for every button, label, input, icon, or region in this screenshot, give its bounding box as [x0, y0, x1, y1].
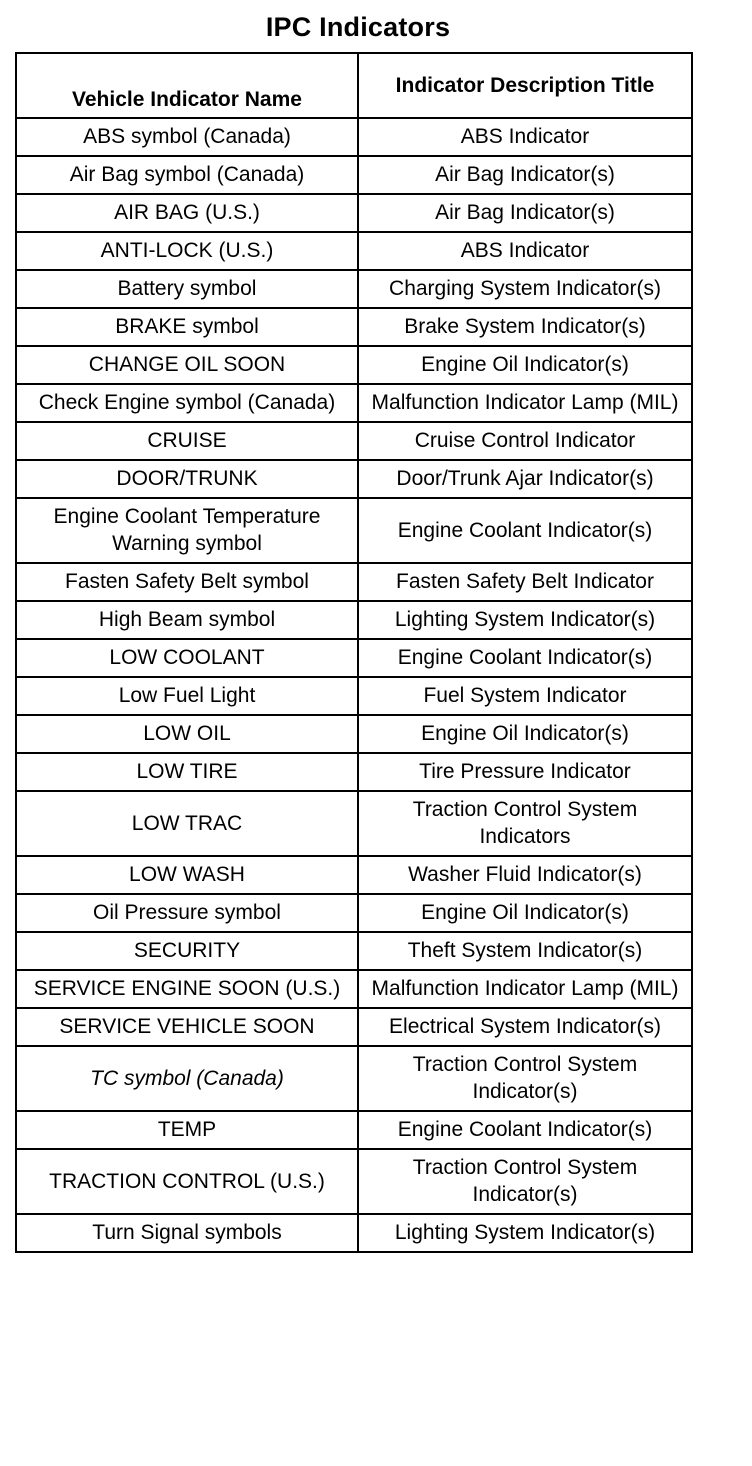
- table-row: [16, 677, 692, 715]
- indicator-description-cell: Engine Coolant Indicator(s): [358, 639, 692, 677]
- indicator-description-cell: Theft System Indicator(s): [358, 932, 692, 970]
- ipc-indicators-table: [15, 52, 693, 1253]
- table-row: [16, 194, 692, 232]
- indicator-description-cell: Engine Coolant Indicator(s): [358, 1111, 692, 1149]
- indicator-name-cell: BRAKE symbol: [16, 308, 358, 346]
- table-row: [16, 970, 692, 1008]
- indicator-name-cell: DOOR/TRUNK: [16, 460, 358, 498]
- table-row: [16, 1149, 692, 1214]
- table-header-row: [16, 53, 692, 118]
- table-row: [16, 601, 692, 639]
- table-row: [16, 384, 692, 422]
- indicator-description-cell: Engine Coolant Indicator(s): [358, 498, 692, 563]
- indicator-name-cell: LOW WASH: [16, 856, 358, 894]
- indicator-name-cell: SECURITY: [16, 932, 358, 970]
- indicator-name-cell: ABS symbol (Canada): [16, 118, 358, 156]
- indicator-name-cell: LOW TRAC: [16, 791, 358, 856]
- indicator-description-cell: Malfunction Indicator Lamp (MIL): [358, 970, 692, 1008]
- indicator-description-cell: Air Bag Indicator(s): [358, 156, 692, 194]
- indicator-name-cell: Turn Signal symbols: [16, 1214, 358, 1252]
- column-header-vehicle-indicator-name: Vehicle Indicator Name: [16, 53, 358, 118]
- table-row: [16, 932, 692, 970]
- indicator-description-cell: Malfunction Indicator Lamp (MIL): [358, 384, 692, 422]
- indicator-name-cell: Battery symbol: [16, 270, 358, 308]
- indicator-description-cell: Fasten Safety Belt Indicator: [358, 563, 692, 601]
- indicator-name-cell: LOW OIL: [16, 715, 358, 753]
- indicator-description-cell: Engine Oil Indicator(s): [358, 715, 692, 753]
- indicator-name-cell: CHANGE OIL SOON: [16, 346, 358, 384]
- indicator-description-cell: Fuel System Indicator: [358, 677, 692, 715]
- table-row: [16, 460, 692, 498]
- table-row: [16, 232, 692, 270]
- table-row: [16, 715, 692, 753]
- indicator-name-cell: SERVICE VEHICLE SOON: [16, 1008, 358, 1046]
- indicator-name-cell: TRACTION CONTROL (U.S.): [16, 1149, 358, 1214]
- indicator-description-cell: Lighting System Indicator(s): [358, 601, 692, 639]
- indicator-description-cell: Tire Pressure Indicator: [358, 753, 692, 791]
- indicator-name-cell: Engine Coolant Temperature Warning symbol: [16, 498, 358, 563]
- indicator-description-cell: ABS Indicator: [358, 232, 692, 270]
- indicator-description-cell: Brake System Indicator(s): [358, 308, 692, 346]
- indicator-name-cell: TEMP: [16, 1111, 358, 1149]
- indicator-description-cell: Washer Fluid Indicator(s): [358, 856, 692, 894]
- indicator-description-cell: Lighting System Indicator(s): [358, 1214, 692, 1252]
- indicator-name-cell: SERVICE ENGINE SOON (U.S.): [16, 970, 358, 1008]
- indicator-description-cell: Air Bag Indicator(s): [358, 194, 692, 232]
- indicator-name-cell: Fasten Safety Belt symbol: [16, 563, 358, 601]
- indicator-description-cell: Engine Oil Indicator(s): [358, 894, 692, 932]
- indicator-name-cell: LOW COOLANT: [16, 639, 358, 677]
- indicator-description-cell: Traction Control System Indicators: [358, 791, 692, 856]
- indicator-description-cell: Traction Control System Indicator(s): [358, 1149, 692, 1214]
- table-row: [16, 856, 692, 894]
- table-row: [16, 422, 692, 460]
- indicator-name-cell: Low Fuel Light: [16, 677, 358, 715]
- indicator-description-cell: ABS Indicator: [358, 118, 692, 156]
- indicator-description-cell: Door/Trunk Ajar Indicator(s): [358, 460, 692, 498]
- table-row: [16, 894, 692, 932]
- page-title: IPC Indicators: [265, 12, 451, 42]
- table-row: [16, 498, 692, 563]
- table-row: [16, 346, 692, 384]
- table-row: [16, 1008, 692, 1046]
- table-row: [16, 118, 692, 156]
- table-row: [16, 639, 692, 677]
- table-row: [16, 1046, 692, 1111]
- indicator-description-cell: Electrical System Indicator(s): [358, 1008, 692, 1046]
- indicator-name-cell: ANTI-LOCK (U.S.): [16, 232, 358, 270]
- table-row: [16, 308, 692, 346]
- indicator-name-cell: High Beam symbol: [16, 601, 358, 639]
- indicator-name-cell: Air Bag symbol (Canada): [16, 156, 358, 194]
- indicator-name-cell: TC symbol (Canada): [16, 1046, 358, 1111]
- table-row: [16, 1111, 692, 1149]
- table-row: [16, 791, 692, 856]
- column-header-indicator-description-title: Indicator Description Title: [358, 53, 692, 118]
- indicator-name-cell: LOW TIRE: [16, 753, 358, 791]
- indicator-name-cell: Check Engine symbol (Canada): [16, 384, 358, 422]
- indicator-description-cell: Charging System Indicator(s): [358, 270, 692, 308]
- indicator-description-cell: Traction Control System Indicator(s): [358, 1046, 692, 1111]
- table-row: [16, 1214, 692, 1252]
- table-row: [16, 270, 692, 308]
- table-row: [16, 156, 692, 194]
- table-row: [16, 563, 692, 601]
- indicator-name-cell: Oil Pressure symbol: [16, 894, 358, 932]
- table-row: [16, 753, 692, 791]
- indicator-description-cell: Cruise Control Indicator: [358, 422, 692, 460]
- indicator-description-cell: Engine Oil Indicator(s): [358, 346, 692, 384]
- indicator-name-cell: CRUISE: [16, 422, 358, 460]
- indicator-name-cell: AIR BAG (U.S.): [16, 194, 358, 232]
